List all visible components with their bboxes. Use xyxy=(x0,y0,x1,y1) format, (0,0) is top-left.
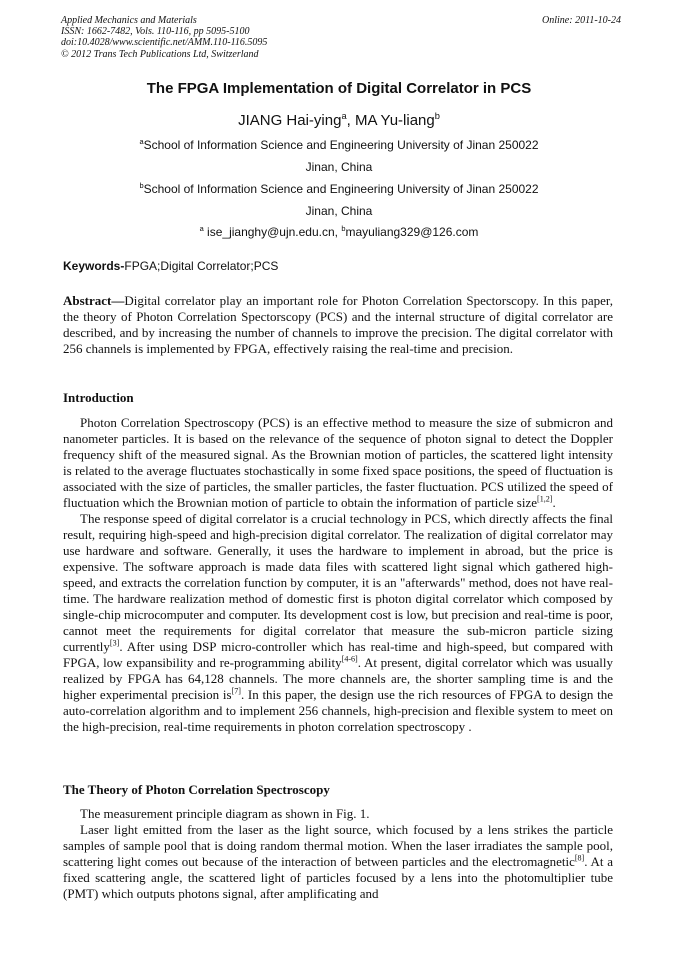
theory-p2-text-b: . At a fixed scattering angle, the scattered light of particles focused by a lens into the photomultiplier tube (PMT) which outputs photons signal, after amplificating and xyxy=(63,854,613,901)
intro-p2-text-c: . At present, digital correlator which was usually realized by FPGA has 64,128 channels. The more channels are, the shorter sampling time is and the higher experimental precision is xyxy=(63,655,613,702)
citation: [4-6] xyxy=(341,654,358,664)
theory-paragraph-1: The measurement principle diagram as shown in Fig. 1. xyxy=(80,806,370,821)
affiliation-b-text: School of Information Science and Engineering University of Jinan 250022 xyxy=(143,182,539,196)
intro-p2-text-a: The response speed of digital correlator is a crucial technology in PCS, which directly affects the final result, requiring high-speed and high-precision digital correlator. The realization of digital correlator may use hardware and software. Generally, it uses the hardware to implement in abroad, but the price is expensive. The software approach is made data files with scattered light signal which gathered high-speed, and extracts the correlation function by computer, it is an "afterwards" method, does not have real-time. The hardware realization method of domestic first is photon digital correlator which composed by single-chip microcomputer and computer. Its development cost is low, but precision and real-time is poor, cannot meet the requirements for digital correlator that measure the sub-micron particle sizing currently xyxy=(63,511,613,654)
section-heading-introduction: Introduction xyxy=(63,390,134,405)
affiliation-a-line1 xyxy=(0,138,678,152)
intro-p1-end: . xyxy=(552,495,556,510)
abstract-label: Abstract— xyxy=(63,293,125,308)
keywords-text: FPGA;Digital Correlator;PCS xyxy=(124,259,279,273)
abstract-text: Digital correlator play an important role for Photon Correlation Spectorscopy. In this paper, the theory of Photon Correlation Spectorscopy (PCS) and the internal structure of digital correlator are described, and by increasing the number of channels to improve the precision. The digital correlator with 256 channels is implemented by FPGA, effectively raising the real-time and precision. xyxy=(63,293,613,356)
email-line xyxy=(0,225,678,239)
email-b: mayuliang329@126.com xyxy=(345,225,479,239)
intro-p2-text-d: . In this paper, the design use the rich resources of FPGA to design the auto-correlation algorithm and to implement 256 channels, high-precision and flexible system to meet on the high-precision, real-time requirements in photon correlation spectroscopy . xyxy=(63,687,614,734)
affiliation-b-line2: Jinan, China xyxy=(305,204,373,218)
email-a-sup: a xyxy=(199,224,204,233)
theory-body xyxy=(63,806,613,902)
introduction-body xyxy=(63,415,613,735)
theory-paragraph-2 xyxy=(63,822,613,902)
journal-name: Applied Mechanics and Materials xyxy=(61,15,197,26)
intro-p1-text: Photon Correlation Spectroscopy (PCS) is an effective method to measure the size of submicron and nanometer particles. It is based on the relevance of the sequence of photon signal to detect the Doppler frequency shift of the measured signal. As the Brownian motion of particles, the scattered light intensity is related to the average fluctuates stochastically in some fixed space positions, the speed of fluctuation is associated with the size of particles, the smaller particles, the faster fluctuation. PCS utilized the speed of fluctuation which the Brownian motion of particle to obtain the information of particle size xyxy=(63,415,613,510)
section-heading-theory: The Theory of Photon Correlation Spectroscopy xyxy=(63,782,330,797)
citation: [3] xyxy=(109,638,120,648)
affiliation-a-sup: a xyxy=(139,137,144,146)
theory-p2-text-a: Laser light emitted from the laser as the light source, which focused by a lens strikes the particle samples of sample pool that is doing random thermal motion. When the laser irradiates the sample pool, scattering light comes out because of the interaction of between particles and the electromagnetic xyxy=(63,822,613,869)
author-separator: , xyxy=(346,112,355,129)
affiliation-a-text: School of Information Science and Engineering University of Jinan 250022 xyxy=(143,138,539,152)
author-2: MA Yu-liang xyxy=(354,112,435,129)
intro-p2-text-b: . After using DSP micro-controller which has real-time and high-speed, but compared with FPGA, low expansibility and re-programming ability xyxy=(63,639,613,670)
keywords xyxy=(63,259,278,273)
issn-line: ISSN: 1662-7482, Vols. 110-116, pp 5095-5100 xyxy=(61,26,250,38)
affiliation-a-line2: Jinan, China xyxy=(305,160,373,174)
affiliation-b-sup: b xyxy=(139,181,144,190)
author-1: JIANG Hai-ying xyxy=(238,112,342,129)
citation: [8] xyxy=(574,853,585,863)
intro-paragraph-2 xyxy=(63,511,613,735)
author-2-sup: b xyxy=(434,111,440,121)
intro-paragraph-1 xyxy=(63,415,613,511)
keywords-label: Keywords- xyxy=(63,259,125,273)
affiliation-b-line1 xyxy=(0,182,678,196)
citation: [7] xyxy=(231,686,241,696)
citation: [1,2] xyxy=(537,494,553,504)
paper-title: The FPGA Implementation of Digital Correlator in PCS xyxy=(146,80,532,97)
email-a: ise_jianghy@ujn.edu.cn, xyxy=(203,225,342,239)
email-b-sup: b xyxy=(341,224,346,233)
author-1-sup: a xyxy=(341,111,347,121)
author-line xyxy=(0,112,678,129)
copyright-line: © 2012 Trans Tech Publications Ltd, Switzerland xyxy=(61,48,259,60)
journal-header xyxy=(61,15,621,60)
doi-line: doi:10.4028/www.scientific.net/AMM.110-116.5095 xyxy=(61,37,268,49)
online-date: Online: 2011-10-24 xyxy=(542,15,621,26)
abstract xyxy=(63,293,613,357)
